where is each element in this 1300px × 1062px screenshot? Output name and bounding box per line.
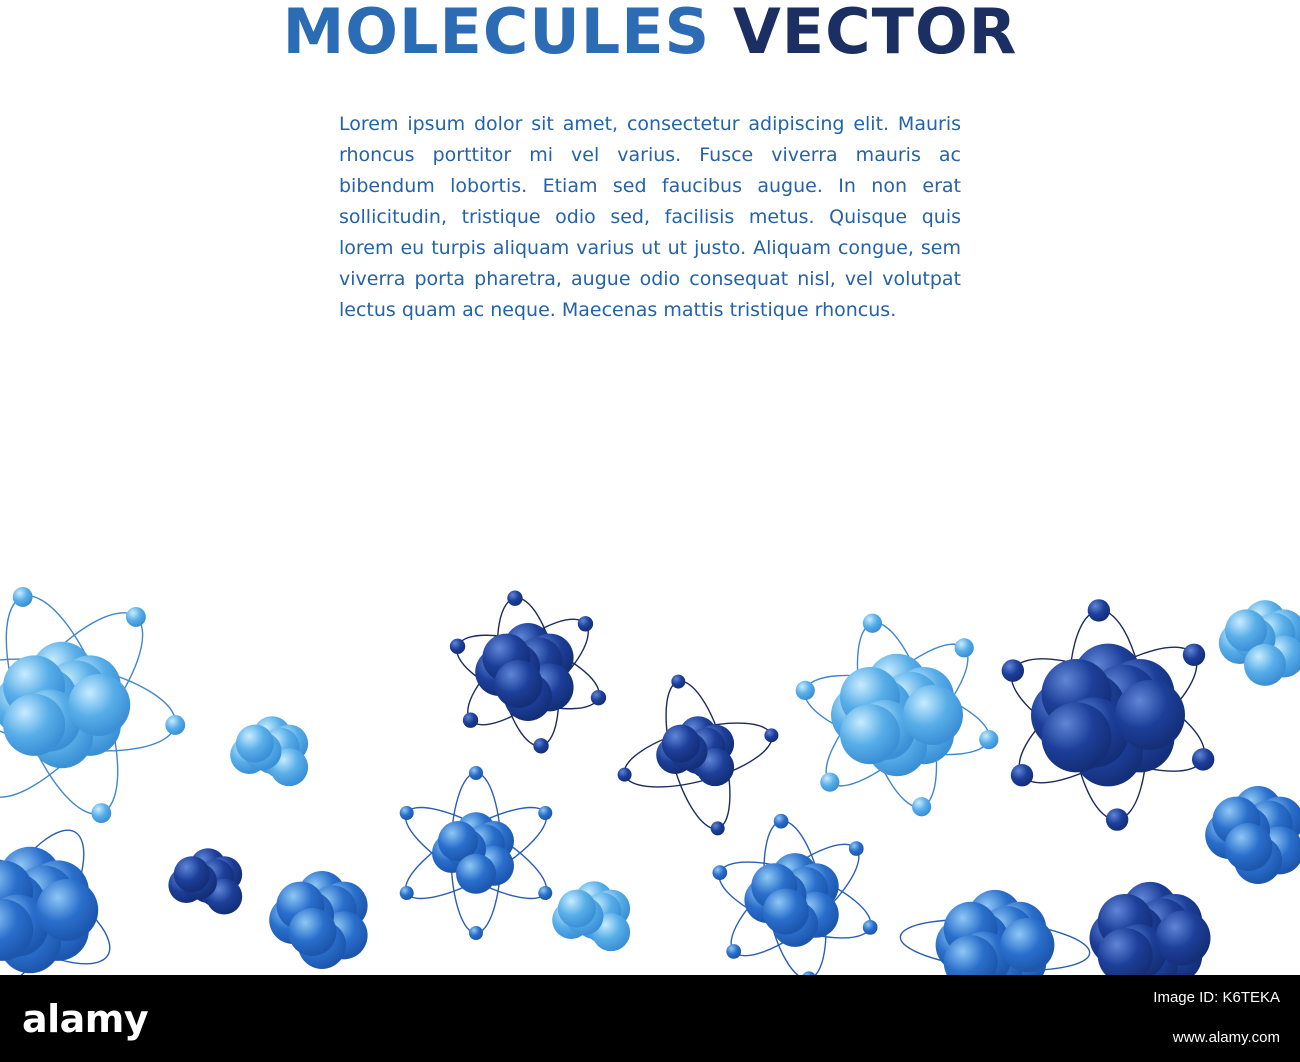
nucleus-cluster-icon	[552, 881, 630, 951]
nucleus-cluster-icon	[168, 848, 242, 914]
atom-icon	[0, 815, 125, 975]
atom-icon	[394, 766, 558, 940]
nucleus-cluster-icon	[269, 871, 367, 969]
title-word-molecules: MOLECULES	[282, 0, 711, 68]
atom-icon	[796, 614, 999, 817]
atom-icon	[448, 590, 608, 753]
footer-bar	[0, 975, 1300, 1062]
atom-icon	[997, 599, 1219, 831]
atom-icon	[898, 890, 1091, 975]
atom-icon	[618, 675, 779, 836]
nucleus-cluster-icon	[1090, 882, 1211, 975]
image-id-label: Image ID: K6TEKA	[1153, 989, 1280, 1006]
nucleus-cluster-icon	[230, 716, 308, 786]
nucleus-cluster-icon	[1219, 600, 1300, 686]
atom-icon	[0, 583, 185, 828]
brand-logo: alamy	[22, 997, 149, 1041]
title-word-vector: VECTOR	[732, 0, 1018, 68]
body-paragraph: Lorem ipsum dolor sit amet, consectetur adipiscing elit. Mauris rhoncus porttitor mi vel varius. Fusce viverra mauris ac bibendum lobortis. Etiam sed faucibus augue. In non erat sollicitudin, tristique odio sed, facilisis metus. Quisque quis lorem eu turpis aliquam varius ut ut justo. Aliquam congue, sem viverra porta pharetra, augue odio consequat nisl, vel volutpat lectus quam ac neque. Maecenas mattis tristique rhoncus.	[339, 113, 961, 321]
site-url: www.alamy.com	[1172, 1029, 1280, 1046]
atom-icon	[710, 814, 880, 975]
nucleus-cluster-icon	[1205, 786, 1300, 884]
